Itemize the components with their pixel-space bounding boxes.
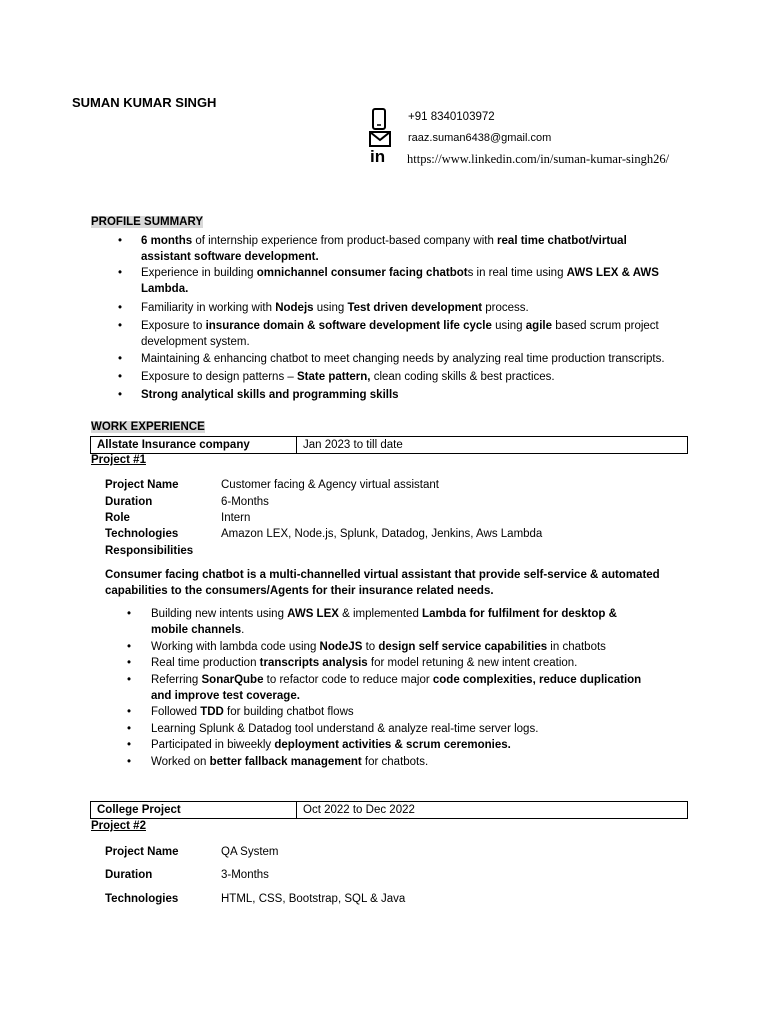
text-run: better fallback management xyxy=(209,756,362,768)
detail-value: HTML, CSS, Bootstrap, SQL & Java xyxy=(221,893,406,905)
text-run: for chatbots. xyxy=(361,756,429,768)
college-box xyxy=(90,801,688,819)
detail-label: Duration xyxy=(105,869,153,881)
text-run: Real time production xyxy=(151,657,260,669)
project-summary-line1: Consumer facing chatbot is a multi-channelled virtual assistant that provide self-service & automated xyxy=(105,569,660,581)
text-run: . xyxy=(241,624,245,636)
email-link[interactable]: raaz.suman6438@gmail.com xyxy=(408,132,552,144)
detail-label: Responsibilities xyxy=(105,545,194,557)
detail-label: Project Name xyxy=(105,846,179,858)
detail-label: Technologies xyxy=(105,528,179,540)
text-run: Learning Splunk & Datadog tool understand & analyze real-time server logs. xyxy=(151,723,539,735)
detail-value: Amazon LEX, Node.js, Splunk, Datadog, Jenkins, Aws Lambda xyxy=(221,528,543,540)
text-run: Maintaining & enhancing chatbot to meet changing needs by analyzing real time production transcripts. xyxy=(141,353,665,365)
bullet-line xyxy=(151,674,641,686)
text-run: State pattern, xyxy=(297,371,371,383)
text-run: AWS LEX xyxy=(287,608,339,620)
bullet-marker: • xyxy=(118,302,123,314)
bullet-line-continued xyxy=(141,283,188,295)
text-run: Strong analytical skills and programming skills xyxy=(141,389,399,401)
text-run: real time chatbot/virtual xyxy=(497,235,627,247)
text-run: Followed xyxy=(151,706,201,718)
bullet-marker: • xyxy=(127,706,132,718)
text-run: in chatbots xyxy=(547,641,606,653)
profile-summary-heading: PROFILE SUMMARY xyxy=(91,216,204,228)
text-run: using xyxy=(313,302,348,314)
detail-label: Duration xyxy=(105,496,153,508)
text-run: Worked on xyxy=(151,756,210,768)
text-run: Exposure to design patterns – xyxy=(141,371,297,383)
bullet-line xyxy=(151,641,606,653)
text-run: AWS LEX & AWS xyxy=(566,267,659,279)
bullet-line xyxy=(141,320,659,332)
text-run: transcripts analysis xyxy=(259,657,368,669)
text-run: Lambda. xyxy=(141,283,189,295)
text-run: and improve test coverage. xyxy=(151,690,300,702)
bullet-marker: • xyxy=(127,608,132,620)
bullet-marker: • xyxy=(118,389,123,401)
bullet-marker: • xyxy=(127,723,132,735)
text-run: Familiarity in working with xyxy=(141,302,276,314)
college-label: College Project xyxy=(97,804,181,816)
detail-value: Customer facing & Agency virtual assistant xyxy=(221,479,439,491)
text-run: development system. xyxy=(141,336,250,348)
phone-number[interactable]: +91 8340103972 xyxy=(408,111,495,123)
text-run: Nodejs xyxy=(275,302,314,314)
project-2-title: Project #2 xyxy=(91,820,146,832)
text-run: to refactor code to reduce major xyxy=(263,674,433,686)
text-run: SonarQube xyxy=(201,674,264,686)
bullet-marker: • xyxy=(118,371,123,383)
bullet-line xyxy=(151,608,617,620)
text-run: based scrum project xyxy=(552,320,659,332)
text-run: s in real time using xyxy=(467,267,567,279)
project-1-title: Project #1 xyxy=(91,454,146,466)
bullet-line xyxy=(141,235,627,247)
bullet-marker: • xyxy=(118,353,123,365)
phone-icon xyxy=(371,108,387,133)
detail-value: Intern xyxy=(221,512,251,524)
text-run: for model retuning & new intent creation. xyxy=(367,657,578,669)
text-run: omnichannel consumer facing chatbot xyxy=(256,267,468,279)
bullet-marker: • xyxy=(118,267,123,279)
text-run: agile xyxy=(525,320,552,332)
text-run: design self service capabilities xyxy=(378,641,548,653)
bullet-marker: • xyxy=(127,674,132,686)
text-run: Working with lambda code using xyxy=(151,641,320,653)
bullet-line-continued xyxy=(151,690,300,702)
bullet-marker: • xyxy=(127,641,132,653)
bullet-marker: • xyxy=(118,235,123,247)
text-run: Lambda for fulfilment for desktop & xyxy=(422,608,617,620)
text-run: Exposure to xyxy=(141,320,206,332)
detail-value: 3-Months xyxy=(221,869,269,881)
bullet-marker: • xyxy=(127,657,132,669)
text-run: NodeJS xyxy=(319,641,363,653)
text-run: deployment activities & scrum ceremonies. xyxy=(274,739,511,751)
bullet-line xyxy=(151,756,428,768)
bullet-line xyxy=(141,302,529,314)
text-run: insurance domain & software development life cycle xyxy=(205,320,492,332)
college-period: Oct 2022 to Dec 2022 xyxy=(303,804,415,816)
bullet-marker: • xyxy=(127,756,132,768)
text-run: of internship experience from product-based company with xyxy=(192,235,498,247)
bullet-marker: • xyxy=(118,320,123,332)
bullet-line xyxy=(151,657,577,669)
detail-label: Technologies xyxy=(105,893,179,905)
bullet-line xyxy=(151,706,354,718)
bullet-line xyxy=(141,371,555,383)
text-run: using xyxy=(491,320,526,332)
project-summary-line2: capabilities to the consumers/Agents for their insurance related needs. xyxy=(105,585,494,597)
detail-label: Project Name xyxy=(105,479,179,491)
company-box xyxy=(90,436,688,454)
text-run: to xyxy=(362,641,379,653)
text-run: mobile channels xyxy=(151,624,242,636)
work-experience-heading: WORK EXPERIENCE xyxy=(91,421,205,433)
company-name: Allstate Insurance company xyxy=(97,439,250,451)
detail-value: QA System xyxy=(221,846,279,858)
text-run: Referring xyxy=(151,674,202,686)
text-run: for building chatbot flows xyxy=(223,706,354,718)
text-run: clean coding skills & best practices. xyxy=(370,371,555,383)
linkedin-icon: in xyxy=(370,147,386,166)
bullet-line xyxy=(141,267,659,279)
text-run: 6 months xyxy=(141,235,193,247)
bullet-line xyxy=(151,739,511,751)
text-run: process. xyxy=(482,302,529,314)
text-run: & implemented xyxy=(338,608,423,620)
text-run: Building new intents using xyxy=(151,608,288,620)
text-run: Experience in building xyxy=(141,267,257,279)
linkedin-link[interactable]: https://www.linkedin.com/in/suman-kumar-singh26/ xyxy=(407,152,670,166)
divider xyxy=(296,437,297,453)
candidate-name: SUMAN KUMAR SINGH xyxy=(72,95,217,110)
company-period: Jan 2023 to till date xyxy=(303,439,403,451)
text-run: code complexities, reduce duplication xyxy=(432,674,642,686)
bullet-marker: • xyxy=(127,739,132,751)
text-run: TDD xyxy=(200,706,224,718)
text-run: Test driven development xyxy=(347,302,483,314)
detail-value: 6-Months xyxy=(221,496,269,508)
bullet-line xyxy=(141,389,399,401)
bullet-line xyxy=(151,723,538,735)
bullet-line-continued xyxy=(141,251,319,263)
text-run: assistant software development. xyxy=(141,251,319,263)
detail-label: Role xyxy=(105,512,130,524)
bullet-line-continued xyxy=(141,336,250,348)
divider xyxy=(296,802,297,818)
bullet-line-continued xyxy=(151,624,244,636)
text-run: Participated in biweekly xyxy=(151,739,275,751)
bullet-line xyxy=(141,353,665,365)
